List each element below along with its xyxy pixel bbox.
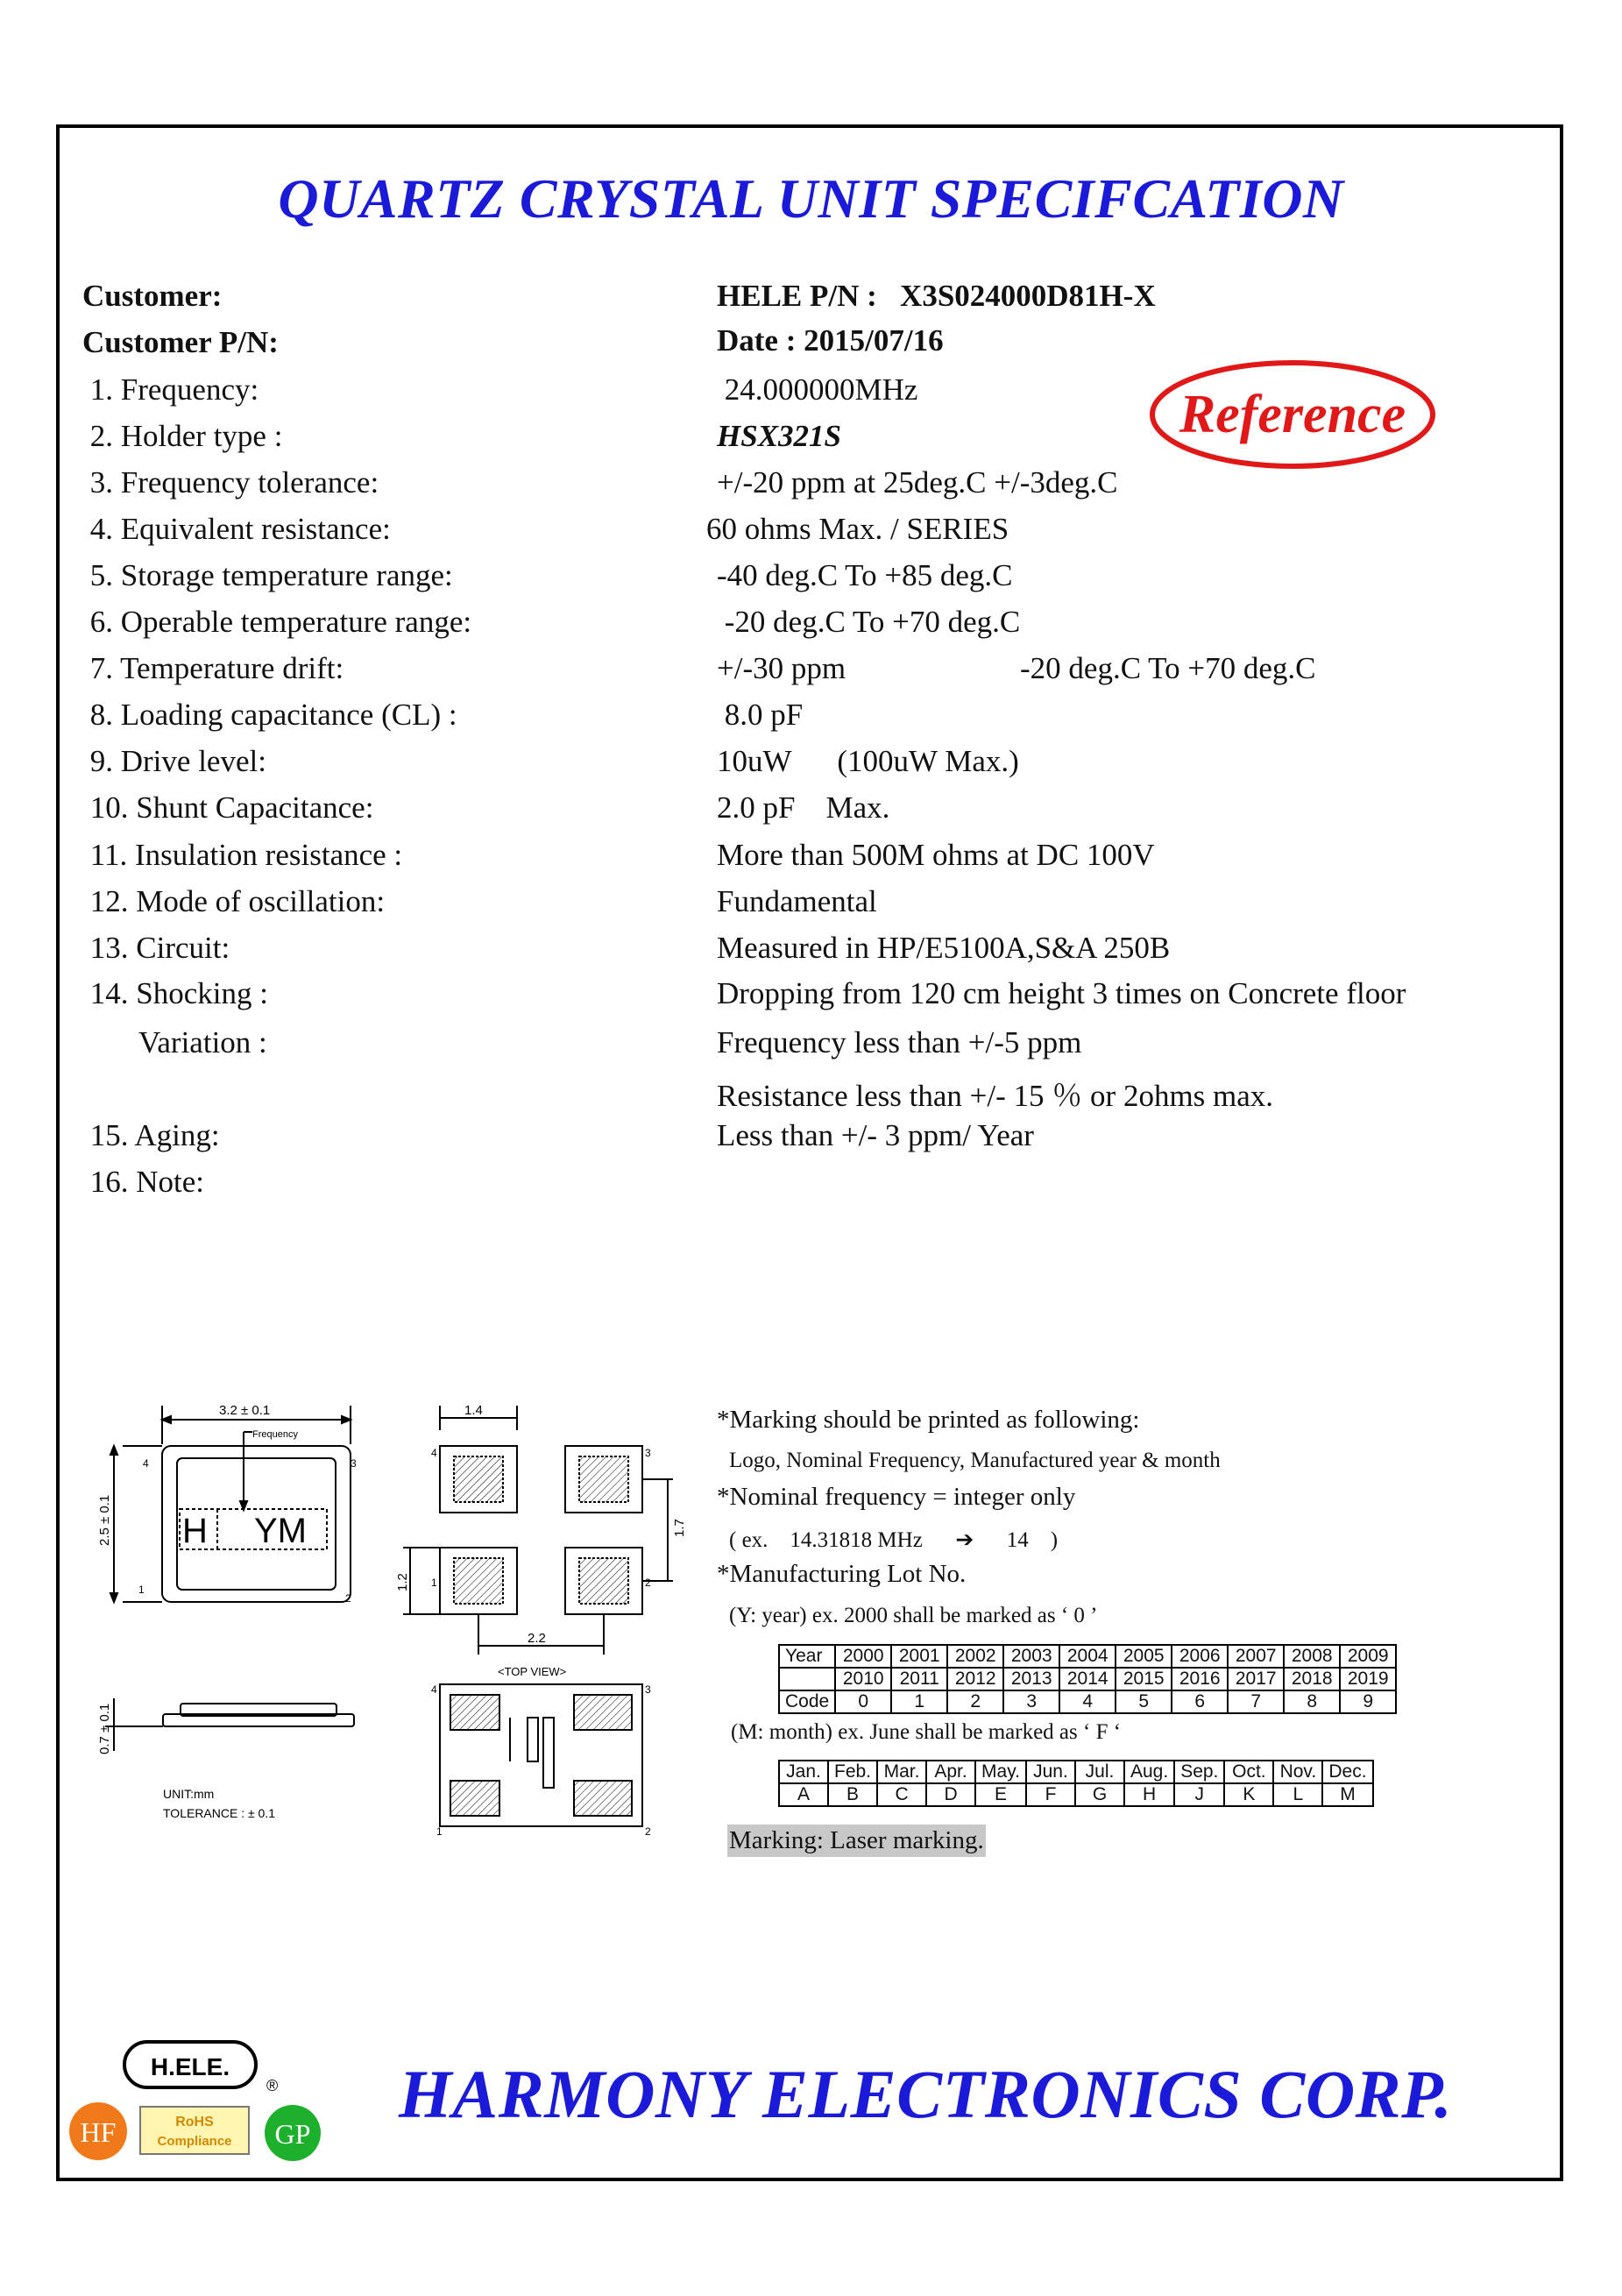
spec-label: 7. Temperature drift:	[82, 651, 344, 685]
spec-date: Date : 2015/07/16	[717, 323, 944, 358]
spec-label: 1. Frequency:	[82, 372, 259, 407]
month-table-cell: J	[1174, 1783, 1224, 1806]
pad-4-label: 4	[431, 1447, 437, 1459]
spec-value-secondary: -20 deg.C To +70 deg.C	[1020, 651, 1316, 685]
spec-value: Less than +/- 3 ppm/ Year	[717, 1118, 1034, 1152]
year-table-cell: 2015	[1116, 1668, 1172, 1690]
year-table-cell: 3	[1003, 1690, 1059, 1713]
year-table-cell: 2005	[1116, 1645, 1172, 1668]
frequency-callout: Frequency	[252, 1429, 298, 1440]
dim-pad-vertical: 1.7	[672, 1519, 687, 1537]
year-table-row	[779, 1690, 1396, 1713]
dim-pad-height: 1.2	[395, 1573, 410, 1591]
year-table-cell: 2006	[1172, 1645, 1228, 1668]
year-table-cell: 2002	[947, 1645, 1003, 1668]
spec-value: HSX321S	[717, 419, 841, 453]
spec-label: 12. Mode of oscillation:	[82, 884, 386, 918]
marking-note-2: Logo, Nominal Frequency, Manufactured year & month	[729, 1449, 1221, 1472]
hf-badge-text: HF	[80, 2116, 117, 2148]
customer-label: Customer:	[82, 279, 223, 313]
year-table-cell: 8	[1284, 1690, 1340, 1713]
year-table-cell: 9	[1340, 1690, 1396, 1713]
year-table-cell: 0	[835, 1690, 891, 1713]
spec-label: 11. Insulation resistance :	[82, 838, 403, 872]
footer-logos	[63, 2038, 335, 2170]
rohs-badge-line1: RoHS	[175, 2115, 214, 2129]
year-table-cell: 2013	[1003, 1668, 1059, 1690]
spec-label: 3. Frequency tolerance:	[82, 465, 379, 500]
marking-note-3: *Nominal frequency = integer only	[717, 1483, 1076, 1511]
top-pin-3-label: 3	[645, 1683, 651, 1696]
spec-label: 6. Operable temperature range:	[82, 605, 472, 639]
laser-marking-note: Marking: Laser marking.	[727, 1825, 986, 1857]
pad-3-label: 3	[645, 1447, 651, 1459]
tolerance-note: TOLERANCE : ± 0.1	[163, 1806, 276, 1820]
month-table-cell: Apr.	[926, 1761, 975, 1783]
year-table-row	[779, 1645, 1396, 1668]
spec-value: -20 deg.C To +70 deg.C	[717, 605, 1021, 639]
marking-example-output: 14 )	[1006, 1528, 1059, 1552]
spec-value: 10uW (100uW Max.)	[717, 744, 1019, 778]
spec-value: 60 ohms Max. / SERIES	[706, 512, 1009, 546]
spec-label: 9. Drive level:	[82, 744, 266, 778]
year-table-cell: 6	[1172, 1690, 1228, 1713]
year-table-header-cell: Year	[779, 1645, 835, 1668]
dim-length: 3.2 ± 0.1	[219, 1403, 271, 1418]
top-view-label: <TOP VIEW>	[498, 1665, 567, 1678]
month-table-row	[779, 1783, 1373, 1806]
year-table-cell: 2007	[1228, 1645, 1284, 1668]
page-title: QUARTZ CRYSTAL UNIT SPECIFCATION	[278, 167, 1344, 230]
month-table-cell: H	[1124, 1783, 1174, 1806]
marking-note-month: (M: month) ex. June shall be marked as ‘ F ‘	[731, 1720, 1122, 1744]
spec-label: 15. Aging:	[82, 1118, 220, 1152]
spec-value: Fundamental	[717, 884, 877, 918]
marking-note-1: *Marking should be printed as following:	[717, 1406, 1140, 1434]
year-table-cell: 2004	[1059, 1645, 1116, 1668]
year-table-cell: 7	[1228, 1690, 1284, 1713]
year-table-header-cell: Code	[779, 1690, 835, 1713]
year-table-cell: 2003	[1003, 1645, 1059, 1668]
year-table-cell: 2011	[891, 1668, 947, 1690]
pad-layout-drawing	[394, 1400, 692, 1839]
spec-value: 24.000000MHz	[717, 372, 918, 407]
company-name: HARMONY ELECTRONICS CORP.	[399, 2056, 1453, 2132]
spec-label: 13. Circuit:	[82, 931, 230, 965]
year-code-table	[778, 1644, 1397, 1714]
spec-label: 5. Storage temperature range:	[82, 558, 453, 592]
top-pin-2-label: 2	[645, 1825, 651, 1838]
year-table-cell: 2009	[1340, 1645, 1396, 1668]
registered-mark: ®	[266, 2077, 279, 2094]
year-table-cell: 4	[1059, 1690, 1116, 1713]
hele-part-number: HELE P/N : X3S024000D81H-X	[717, 279, 1156, 313]
year-table-row	[779, 1668, 1396, 1690]
spec-label: 8. Loading capacitance (CL) :	[82, 698, 457, 732]
month-table-cell: F	[1026, 1783, 1075, 1806]
marking-example-input: ( ex. 14.31818 MHz	[729, 1528, 923, 1552]
year-table-cell: 2012	[947, 1668, 1003, 1690]
month-table-cell: Feb.	[828, 1761, 877, 1783]
spec-value: More than 500M ohms at DC 100V	[717, 838, 1155, 872]
month-table-cell: Sep.	[1174, 1761, 1224, 1783]
month-code-table	[778, 1760, 1374, 1807]
month-table-cell: Jul.	[1075, 1761, 1124, 1783]
spec-label: 16. Note:	[82, 1165, 205, 1199]
top-pin-1-label: 1	[436, 1825, 443, 1838]
dim-pad-span: 2.2	[528, 1631, 546, 1646]
year-table-cell: 1	[891, 1690, 947, 1713]
year-table-cell: 2016	[1172, 1668, 1228, 1690]
spec-value: Frequency less than +/-5 ppm	[717, 1025, 1082, 1059]
year-table-cell: 5	[1116, 1690, 1172, 1713]
month-table-cell: Dec.	[1322, 1761, 1372, 1783]
arrow-icon: ➔	[955, 1528, 974, 1552]
month-table-cell: Oct.	[1224, 1761, 1273, 1783]
pin-4-label: 4	[143, 1457, 149, 1470]
spec-value: 8.0 pF	[717, 698, 804, 732]
month-table-cell: K	[1224, 1783, 1273, 1806]
month-table-cell: May.	[975, 1761, 1026, 1783]
pin-1-label: 1	[138, 1584, 145, 1596]
dim-pad-pitch: 1.4	[464, 1403, 483, 1418]
marking-note-year: (Y: year) ex. 2000 shall be marked as ‘ 0 ’	[729, 1604, 1098, 1627]
package-outline-drawing	[96, 1400, 377, 1821]
pin-3-label: 3	[351, 1457, 357, 1470]
spec-label: 4. Equivalent resistance:	[82, 512, 391, 546]
year-table-cell: 2017	[1228, 1668, 1284, 1690]
month-table-row	[779, 1761, 1373, 1783]
spec-label: Variation :	[138, 1025, 267, 1059]
customer-pn-label: Customer P/N:	[82, 325, 279, 359]
gp-badge-text: GP	[274, 2118, 311, 2150]
spec-value: +/-20 ppm at 25deg.C +/-3deg.C	[717, 465, 1118, 500]
year-table-cell: 2000	[835, 1645, 891, 1668]
pad-2-label: 2	[645, 1577, 651, 1589]
month-table-cell: C	[877, 1783, 926, 1806]
month-table-cell: E	[975, 1783, 1026, 1806]
marking-note-lot: *Manufacturing Lot No.	[717, 1560, 967, 1588]
spec-value: -40 deg.C To +85 deg.C	[717, 558, 1013, 592]
spec-label: 10. Shunt Capacitance:	[82, 790, 374, 825]
rohs-badge-line2: Compliance	[157, 2134, 232, 2149]
spec-value: Resistance less than +/- 15 ％ or 2ohms max.	[717, 1079, 1274, 1113]
top-pin-4-label: 4	[431, 1683, 437, 1696]
month-table-cell: Nov.	[1273, 1761, 1322, 1783]
year-table-cell: 2014	[1059, 1668, 1116, 1690]
spec-value: Dropping from 120 cm height 3 times on Concrete floor	[717, 976, 1406, 1010]
spec-value: +/-30 ppm	[717, 651, 846, 685]
year-table-cell: 2010	[835, 1668, 891, 1690]
year-table-cell: 2008	[1284, 1645, 1340, 1668]
year-table-cell: 2018	[1284, 1668, 1340, 1690]
dim-height: 0.7 ± 0.1	[97, 1703, 112, 1754]
month-table-cell: D	[926, 1783, 975, 1806]
hele-logo-text: H.ELE.	[150, 2053, 230, 2080]
month-table-cell: G	[1075, 1783, 1124, 1806]
month-table-cell: L	[1273, 1783, 1322, 1806]
spec-value: 2.0 pF Max.	[717, 790, 890, 825]
year-table-cell: 2019	[1340, 1668, 1396, 1690]
reference-stamp	[1148, 358, 1437, 471]
marking-example	[729, 1527, 1058, 1553]
month-table-cell: M	[1322, 1783, 1372, 1806]
month-table-cell: A	[779, 1783, 828, 1806]
month-table-cell: Mar.	[877, 1761, 926, 1783]
reference-stamp-text: Reference	[1179, 385, 1406, 444]
month-table-cell: Jun.	[1026, 1761, 1075, 1783]
unit-note: UNIT:mm	[163, 1787, 215, 1801]
year-table-cell: 2001	[891, 1645, 947, 1668]
dim-width: 2.5 ± 0.1	[97, 1494, 112, 1546]
spec-label: 14. Shocking :	[82, 976, 268, 1010]
pad-1-label: 1	[431, 1577, 437, 1589]
year-table-cell: 2	[947, 1690, 1003, 1713]
spec-label: 2. Holder type :	[82, 419, 283, 453]
month-table-cell: B	[828, 1783, 877, 1806]
pin-2-label: 2	[345, 1592, 351, 1605]
month-table-cell: Jan.	[779, 1761, 828, 1783]
spec-value: Measured in HP/E5100A,S&A 250B	[717, 931, 1171, 965]
month-table-cell: Aug.	[1124, 1761, 1174, 1783]
mark-ym: YM	[254, 1512, 307, 1550]
year-table-header-cell	[779, 1668, 835, 1690]
mark-h: H	[182, 1512, 208, 1550]
